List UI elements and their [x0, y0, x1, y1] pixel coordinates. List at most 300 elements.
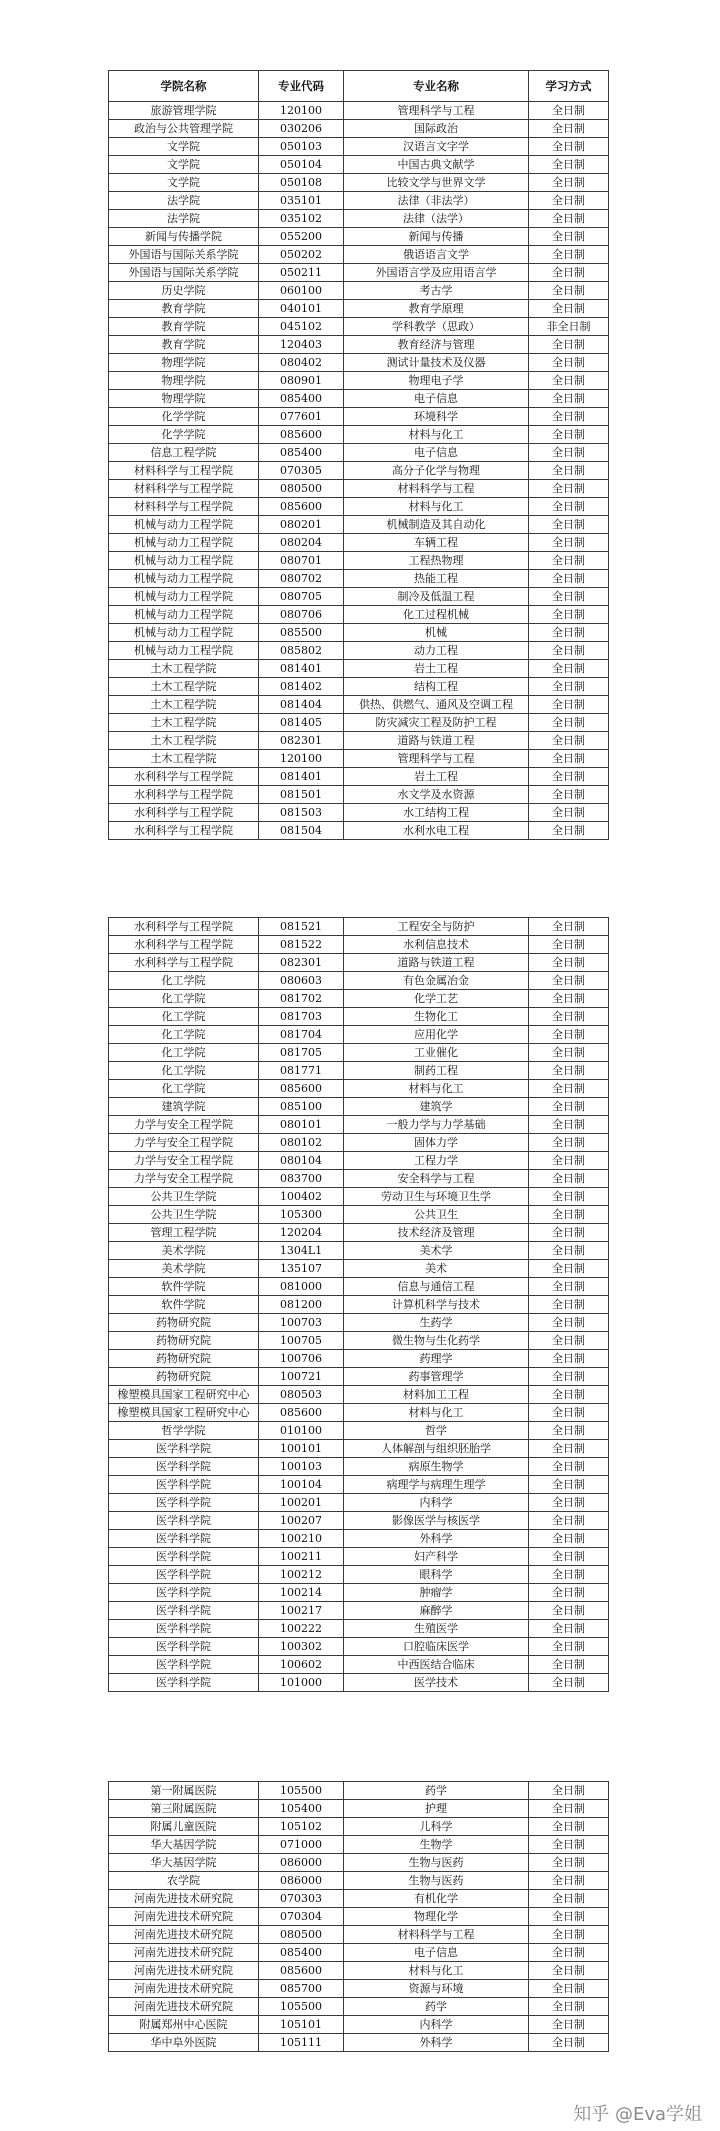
table-row — [109, 120, 609, 138]
table-row — [109, 426, 609, 444]
table-row — [109, 462, 609, 480]
study-mode-cell: 全日制 — [529, 1098, 609, 1116]
major-code-cell: 081000 — [259, 1278, 344, 1296]
table-row — [109, 300, 609, 318]
study-mode-cell: 全日制 — [529, 624, 609, 642]
study-mode-cell: 全日制 — [529, 606, 609, 624]
major-code-cell: 100706 — [259, 1350, 344, 1368]
major-code-cell: 085600 — [259, 1962, 344, 1980]
college-cell: 第一附属医院 — [109, 1782, 259, 1800]
major-code-cell: 085100 — [259, 1098, 344, 1116]
table-row — [109, 936, 609, 954]
enrollment-table-part-3 — [108, 1781, 609, 2052]
study-mode-cell: 全日制 — [529, 372, 609, 390]
major-code-cell: 035101 — [259, 192, 344, 210]
major-name-cell: 一般力学与力学基础 — [344, 1116, 529, 1134]
major-name-cell: 药学 — [344, 1782, 529, 1800]
college-cell: 机械与动力工程学院 — [109, 516, 259, 534]
major-name-cell: 车辆工程 — [344, 534, 529, 552]
major-name-cell: 电子信息 — [344, 390, 529, 408]
college-cell: 建筑学院 — [109, 1098, 259, 1116]
major-name-cell: 汉语言文字学 — [344, 138, 529, 156]
major-name-cell: 计算机科学与技术 — [344, 1296, 529, 1314]
college-cell: 历史学院 — [109, 282, 259, 300]
college-cell: 医学科学院 — [109, 1620, 259, 1638]
college-cell: 医学科学院 — [109, 1512, 259, 1530]
major-name-cell: 水文学及水资源 — [344, 786, 529, 804]
college-cell: 药物研究院 — [109, 1368, 259, 1386]
study-mode-cell: 全日制 — [529, 804, 609, 822]
major-code-cell: 100705 — [259, 1332, 344, 1350]
study-mode-cell: 全日制 — [529, 1548, 609, 1566]
college-cell: 外国语与国际关系学院 — [109, 246, 259, 264]
major-name-cell: 医学技术 — [344, 1674, 529, 1692]
study-mode-cell: 全日制 — [529, 1296, 609, 1314]
college-cell: 化工学院 — [109, 990, 259, 1008]
college-cell: 橡塑模具国家工程研究中心 — [109, 1404, 259, 1422]
table-row — [109, 1152, 609, 1170]
major-code-cell: 100101 — [259, 1440, 344, 1458]
study-mode-cell: 全日制 — [529, 138, 609, 156]
table-row — [109, 1926, 609, 1944]
college-cell: 医学科学院 — [109, 1476, 259, 1494]
major-name-cell: 美术 — [344, 1260, 529, 1278]
college-cell: 化工学院 — [109, 1062, 259, 1080]
major-code-cell: 070305 — [259, 462, 344, 480]
major-name-cell: 材料与化工 — [344, 426, 529, 444]
table-row — [109, 642, 609, 660]
study-mode-cell: 全日制 — [529, 282, 609, 300]
study-mode-cell: 全日制 — [529, 750, 609, 768]
college-cell: 物理学院 — [109, 372, 259, 390]
table-row — [109, 1008, 609, 1026]
table-row — [109, 1422, 609, 1440]
major-name-cell: 防灾减灾工程及防护工程 — [344, 714, 529, 732]
study-mode-cell: 全日制 — [529, 300, 609, 318]
table-row — [109, 768, 609, 786]
major-code-cell: 100211 — [259, 1548, 344, 1566]
college-cell: 力学与安全工程学院 — [109, 1152, 259, 1170]
table-row — [109, 192, 609, 210]
table-row — [109, 1494, 609, 1512]
college-cell: 力学与安全工程学院 — [109, 1170, 259, 1188]
major-name-cell: 材料科学与工程 — [344, 1926, 529, 1944]
college-cell: 公共卫生学院 — [109, 1206, 259, 1224]
major-name-cell: 资源与环境 — [344, 1980, 529, 1998]
major-code-cell: 105500 — [259, 1998, 344, 2016]
major-code-cell: 081401 — [259, 660, 344, 678]
major-code-cell: 085400 — [259, 444, 344, 462]
study-mode-cell: 全日制 — [529, 1998, 609, 2016]
college-cell: 水利科学与工程学院 — [109, 786, 259, 804]
table-row — [109, 1098, 609, 1116]
college-cell: 橡塑模具国家工程研究中心 — [109, 1386, 259, 1404]
study-mode-cell: 全日制 — [529, 1440, 609, 1458]
college-cell: 医学科学院 — [109, 1638, 259, 1656]
study-mode-cell: 全日制 — [529, 1080, 609, 1098]
major-name-cell: 口腔临床医学 — [344, 1638, 529, 1656]
study-mode-cell: 全日制 — [529, 1368, 609, 1386]
table-row — [109, 1242, 609, 1260]
major-name-cell: 法律（非法学） — [344, 192, 529, 210]
major-name-cell: 肿瘤学 — [344, 1584, 529, 1602]
major-code-cell: 050103 — [259, 138, 344, 156]
college-cell: 信息工程学院 — [109, 444, 259, 462]
major-name-cell: 机械 — [344, 624, 529, 642]
college-cell: 教育学院 — [109, 318, 259, 336]
major-name-cell: 妇产科学 — [344, 1548, 529, 1566]
study-mode-cell: 全日制 — [529, 1908, 609, 1926]
major-name-cell: 物理电子学 — [344, 372, 529, 390]
study-mode-cell: 全日制 — [529, 1242, 609, 1260]
major-code-cell: 010100 — [259, 1422, 344, 1440]
study-mode-cell: 全日制 — [529, 1314, 609, 1332]
college-cell: 软件学院 — [109, 1278, 259, 1296]
major-name-cell: 病理学与病理生理学 — [344, 1476, 529, 1494]
major-code-cell: 100214 — [259, 1584, 344, 1602]
study-mode-cell: 全日制 — [529, 1800, 609, 1818]
major-name-cell: 技术经济及管理 — [344, 1224, 529, 1242]
major-code-cell: 100212 — [259, 1566, 344, 1584]
major-code-cell: 082301 — [259, 954, 344, 972]
study-mode-cell: 全日制 — [529, 1116, 609, 1134]
major-code-cell: 081401 — [259, 768, 344, 786]
study-mode-cell: 全日制 — [529, 1620, 609, 1638]
major-code-cell: 120204 — [259, 1224, 344, 1242]
college-cell: 河南先进技术研究院 — [109, 1998, 259, 2016]
study-mode-cell: 全日制 — [529, 714, 609, 732]
table-row — [109, 1620, 609, 1638]
major-code-cell: 085802 — [259, 642, 344, 660]
study-mode-cell: 全日制 — [529, 1476, 609, 1494]
header-college: 学院名称 — [109, 71, 259, 102]
table-row — [109, 1260, 609, 1278]
major-name-cell: 考古学 — [344, 282, 529, 300]
major-name-cell: 中西医结合临床 — [344, 1656, 529, 1674]
table-row — [109, 624, 609, 642]
table-row — [109, 1656, 609, 1674]
table-row — [109, 1566, 609, 1584]
major-code-cell: 100703 — [259, 1314, 344, 1332]
college-cell: 公共卫生学院 — [109, 1188, 259, 1206]
table-row — [109, 246, 609, 264]
major-code-cell: 100104 — [259, 1476, 344, 1494]
college-cell: 水利科学与工程学院 — [109, 936, 259, 954]
major-name-cell: 岩土工程 — [344, 768, 529, 786]
table-row — [109, 696, 609, 714]
study-mode-cell: 全日制 — [529, 972, 609, 990]
study-mode-cell: 全日制 — [529, 642, 609, 660]
study-mode-cell: 全日制 — [529, 1062, 609, 1080]
major-code-cell: 105111 — [259, 2034, 344, 2052]
table-row — [109, 1314, 609, 1332]
college-cell: 机械与动力工程学院 — [109, 570, 259, 588]
major-name-cell: 制冷及低温工程 — [344, 588, 529, 606]
table-row — [109, 2034, 609, 2052]
major-code-cell: 081402 — [259, 678, 344, 696]
college-cell: 材料科学与工程学院 — [109, 498, 259, 516]
study-mode-cell: 全日制 — [529, 1350, 609, 1368]
major-code-cell: 100103 — [259, 1458, 344, 1476]
table-row — [109, 804, 609, 822]
major-code-cell: 100302 — [259, 1638, 344, 1656]
table-row — [109, 390, 609, 408]
major-code-cell: 105300 — [259, 1206, 344, 1224]
major-code-cell: 070303 — [259, 1890, 344, 1908]
major-name-cell: 供热、供燃气、通风及空调工程 — [344, 696, 529, 714]
study-mode-cell: 全日制 — [529, 768, 609, 786]
table-row — [109, 1674, 609, 1692]
major-name-cell: 药事管理学 — [344, 1368, 529, 1386]
table-row — [109, 570, 609, 588]
college-cell: 哲学学院 — [109, 1422, 259, 1440]
college-cell: 法学院 — [109, 210, 259, 228]
study-mode-cell: 全日制 — [529, 1836, 609, 1854]
major-name-cell: 内科学 — [344, 2016, 529, 2034]
table-row — [109, 1296, 609, 1314]
table-row — [109, 1782, 609, 1800]
major-code-cell: 081200 — [259, 1296, 344, 1314]
major-code-cell: 055200 — [259, 228, 344, 246]
table-row — [109, 1530, 609, 1548]
major-code-cell: 080603 — [259, 972, 344, 990]
major-code-cell: 081404 — [259, 696, 344, 714]
major-code-cell: 100210 — [259, 1530, 344, 1548]
study-mode-cell: 全日制 — [529, 1170, 609, 1188]
table-row — [109, 1638, 609, 1656]
table-row — [109, 1206, 609, 1224]
college-cell: 土木工程学院 — [109, 732, 259, 750]
study-mode-cell: 全日制 — [529, 336, 609, 354]
table-row — [109, 336, 609, 354]
college-cell: 化学学院 — [109, 426, 259, 444]
study-mode-cell: 全日制 — [529, 1152, 609, 1170]
college-cell: 软件学院 — [109, 1296, 259, 1314]
table-row — [109, 228, 609, 246]
table-row — [109, 552, 609, 570]
college-cell: 医学科学院 — [109, 1494, 259, 1512]
major-code-cell: 100402 — [259, 1188, 344, 1206]
table-row — [109, 1584, 609, 1602]
study-mode-cell: 全日制 — [529, 1944, 609, 1962]
major-name-cell: 环境科学 — [344, 408, 529, 426]
major-code-cell: 081501 — [259, 786, 344, 804]
study-mode-cell: 全日制 — [529, 1206, 609, 1224]
study-mode-cell: 全日制 — [529, 786, 609, 804]
table-row — [109, 498, 609, 516]
college-cell: 土木工程学院 — [109, 714, 259, 732]
table-row — [109, 786, 609, 804]
college-cell: 水利科学与工程学院 — [109, 822, 259, 840]
study-mode-cell: 全日制 — [529, 660, 609, 678]
major-code-cell: 1304L1 — [259, 1242, 344, 1260]
major-code-cell: 120100 — [259, 102, 344, 120]
college-cell: 机械与动力工程学院 — [109, 624, 259, 642]
major-name-cell: 材料与化工 — [344, 498, 529, 516]
table-row — [109, 1512, 609, 1530]
study-mode-cell: 全日制 — [529, 990, 609, 1008]
table-row — [109, 1062, 609, 1080]
major-name-cell: 公共卫生 — [344, 1206, 529, 1224]
major-code-cell: 077601 — [259, 408, 344, 426]
study-mode-cell: 全日制 — [529, 1386, 609, 1404]
study-mode-cell: 全日制 — [529, 1926, 609, 1944]
table-row — [109, 1404, 609, 1422]
table-row — [109, 1890, 609, 1908]
major-code-cell: 085400 — [259, 390, 344, 408]
college-cell: 教育学院 — [109, 336, 259, 354]
major-name-cell: 外科学 — [344, 2034, 529, 2052]
college-cell: 机械与动力工程学院 — [109, 552, 259, 570]
table-row — [109, 1080, 609, 1098]
major-name-cell: 生物与医药 — [344, 1854, 529, 1872]
table-row — [109, 1800, 609, 1818]
table-row — [109, 480, 609, 498]
table-row — [109, 732, 609, 750]
table-row — [109, 354, 609, 372]
college-cell: 力学与安全工程学院 — [109, 1116, 259, 1134]
study-mode-cell: 全日制 — [529, 1458, 609, 1476]
table-row — [109, 972, 609, 990]
table-row — [109, 1332, 609, 1350]
major-name-cell: 国际政治 — [344, 120, 529, 138]
major-code-cell: 081405 — [259, 714, 344, 732]
major-name-cell: 教育经济与管理 — [344, 336, 529, 354]
table-row — [109, 1188, 609, 1206]
study-mode-cell: 全日制 — [529, 1890, 609, 1908]
table-row — [109, 1170, 609, 1188]
major-code-cell: 082301 — [259, 732, 344, 750]
major-name-cell: 有色金属冶金 — [344, 972, 529, 990]
study-mode-cell: 全日制 — [529, 1260, 609, 1278]
major-code-cell: 071000 — [259, 1836, 344, 1854]
study-mode-cell: 全日制 — [529, 678, 609, 696]
college-cell: 水利科学与工程学院 — [109, 804, 259, 822]
study-mode-cell: 全日制 — [529, 462, 609, 480]
major-code-cell: 081522 — [259, 936, 344, 954]
major-name-cell: 人体解剖与组织胚胎学 — [344, 1440, 529, 1458]
study-mode-cell: 全日制 — [529, 1008, 609, 1026]
study-mode-cell: 全日制 — [529, 1872, 609, 1890]
study-mode-cell: 全日制 — [529, 516, 609, 534]
major-code-cell: 080402 — [259, 354, 344, 372]
major-name-cell: 儿科学 — [344, 1818, 529, 1836]
major-code-cell: 080705 — [259, 588, 344, 606]
major-code-cell: 085700 — [259, 1980, 344, 1998]
college-cell: 管理工程学院 — [109, 1224, 259, 1242]
major-code-cell: 085500 — [259, 624, 344, 642]
college-cell: 机械与动力工程学院 — [109, 606, 259, 624]
college-cell: 材料科学与工程学院 — [109, 462, 259, 480]
major-name-cell: 机械制造及其自动化 — [344, 516, 529, 534]
table-row — [109, 1602, 609, 1620]
college-cell: 机械与动力工程学院 — [109, 642, 259, 660]
study-mode-cell: 全日制 — [529, 552, 609, 570]
college-cell: 河南先进技术研究院 — [109, 1980, 259, 1998]
study-mode-cell: 全日制 — [529, 1278, 609, 1296]
major-code-cell: 050202 — [259, 246, 344, 264]
major-name-cell: 劳动卫生与环境卫生学 — [344, 1188, 529, 1206]
major-name-cell: 固体力学 — [344, 1134, 529, 1152]
study-mode-cell: 全日制 — [529, 2016, 609, 2034]
college-cell: 文学院 — [109, 138, 259, 156]
major-name-cell: 工程热物理 — [344, 552, 529, 570]
major-code-cell: 086000 — [259, 1872, 344, 1890]
college-cell: 美术学院 — [109, 1242, 259, 1260]
college-cell: 物理学院 — [109, 354, 259, 372]
college-cell: 医学科学院 — [109, 1440, 259, 1458]
major-name-cell: 水工结构工程 — [344, 804, 529, 822]
major-code-cell: 060100 — [259, 282, 344, 300]
major-name-cell: 生物与医药 — [344, 1872, 529, 1890]
college-cell: 化工学院 — [109, 1026, 259, 1044]
major-code-cell: 105101 — [259, 2016, 344, 2034]
table-row — [109, 1548, 609, 1566]
major-name-cell: 电子信息 — [344, 1944, 529, 1962]
college-cell: 医学科学院 — [109, 1530, 259, 1548]
college-cell: 水利科学与工程学院 — [109, 954, 259, 972]
table-row — [109, 660, 609, 678]
college-cell: 药物研究院 — [109, 1332, 259, 1350]
college-cell: 化工学院 — [109, 1008, 259, 1026]
table-row — [109, 264, 609, 282]
major-code-cell: 100721 — [259, 1368, 344, 1386]
major-name-cell: 外国语言学及应用语言学 — [344, 264, 529, 282]
major-code-cell: 081504 — [259, 822, 344, 840]
major-name-cell: 中国古典文献学 — [344, 156, 529, 174]
header-major-code: 专业代码 — [259, 71, 344, 102]
college-cell: 化工学院 — [109, 972, 259, 990]
major-name-cell: 建筑学 — [344, 1098, 529, 1116]
major-name-cell: 应用化学 — [344, 1026, 529, 1044]
study-mode-cell: 全日制 — [529, 1530, 609, 1548]
study-mode-cell: 全日制 — [529, 210, 609, 228]
college-cell: 土木工程学院 — [109, 678, 259, 696]
table-row — [109, 1368, 609, 1386]
college-cell: 化工学院 — [109, 1080, 259, 1098]
table-row — [109, 990, 609, 1008]
major-name-cell: 化学工艺 — [344, 990, 529, 1008]
college-cell: 土木工程学院 — [109, 660, 259, 678]
major-name-cell: 物理化学 — [344, 1908, 529, 1926]
table-header-row — [109, 71, 609, 102]
table-row — [109, 822, 609, 840]
major-name-cell: 结构工程 — [344, 678, 529, 696]
table-row — [109, 1476, 609, 1494]
major-code-cell: 085600 — [259, 426, 344, 444]
study-mode-cell: 全日制 — [529, 1602, 609, 1620]
table-row — [109, 1458, 609, 1476]
major-code-cell: 035102 — [259, 210, 344, 228]
major-code-cell: 100602 — [259, 1656, 344, 1674]
table-row — [109, 372, 609, 390]
study-mode-cell: 全日制 — [529, 1656, 609, 1674]
watermark-text: 知乎 @Eva学姐 — [573, 2104, 702, 2125]
major-code-cell: 070304 — [259, 1908, 344, 1926]
major-name-cell: 有机化学 — [344, 1890, 529, 1908]
table-row — [109, 714, 609, 732]
study-mode-cell: 全日制 — [529, 1494, 609, 1512]
major-code-cell: 086000 — [259, 1854, 344, 1872]
study-mode-cell: 全日制 — [529, 156, 609, 174]
table-row — [109, 1998, 609, 2016]
college-cell: 机械与动力工程学院 — [109, 588, 259, 606]
table-row — [109, 1962, 609, 1980]
college-cell: 医学科学院 — [109, 1656, 259, 1674]
major-name-cell: 材料与化工 — [344, 1404, 529, 1422]
major-name-cell: 眼科学 — [344, 1566, 529, 1584]
major-code-cell: 085600 — [259, 1404, 344, 1422]
